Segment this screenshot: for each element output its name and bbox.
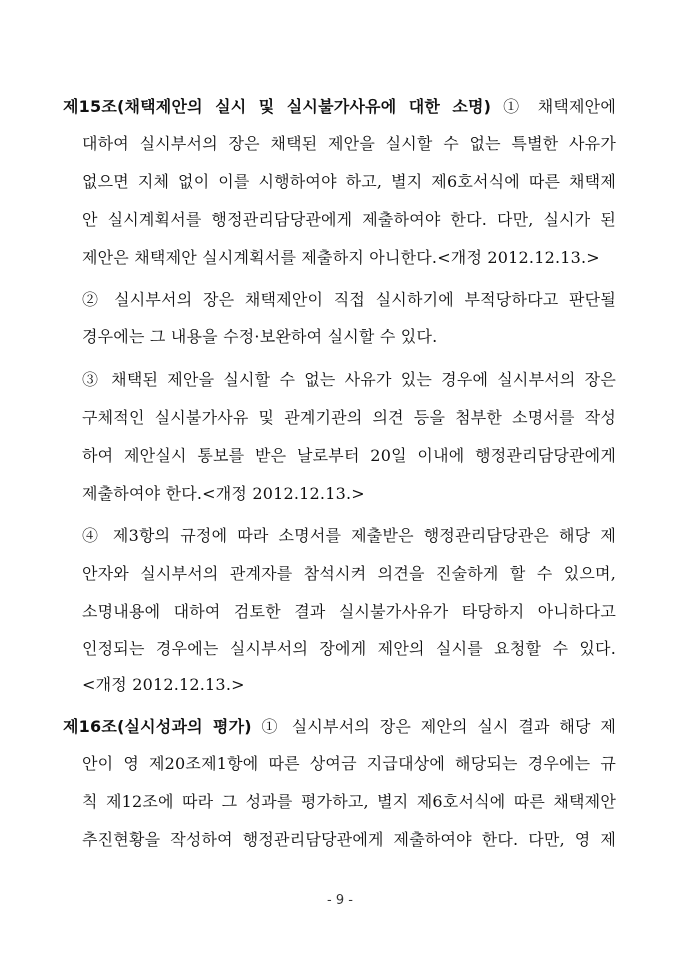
article-16-first-line [63, 717, 616, 737]
article-15-para3-line3: 하여 제안실시 통보를 받은 날로부터 20일 이내에 행정관리담당관에게 [82, 446, 616, 465]
article-15-para4-line3: 소명내용에 대하여 검토한 결과 실시불가사유가 타당하지 아니하다고 [82, 602, 616, 621]
article-15-para3-line2: 구체적인 실시불가사유 및 관계기관의 의견 등을 첨부한 소명서를 작성 [82, 408, 616, 427]
article-15-para1-line4: 안 실시계획서를 행정관리담당관에게 제출하여야 한다. 다만, 실시가 된 [82, 210, 616, 229]
article-15-para3-line1: ③ 채택된 제안을 실시할 수 없는 사유가 있는 경우에 실시부서의 장은 [82, 370, 616, 389]
article-15-para1-line3: 없으면 지체 없이 이를 시행하여야 하고, 별지 제6호서식에 따른 채택제 [82, 172, 616, 191]
article-16-heading: 제16조(실시성과의 평가) [63, 717, 252, 736]
article-15-heading: 제15조(채택제안의 실시 및 실시불가사유에 대한 소명) [63, 97, 492, 116]
article-16-para1-line3: 칙 제12조에 따라 그 성과를 평가하고, 별지 제6호서식에 따른 채택제안 [82, 792, 616, 811]
article-16-para1-start: ① 실시부서의 장은 제안의 실시 결과 해당 제 [261, 717, 616, 736]
article-15-para1-line2: 대하여 실시부서의 장은 채택된 제안을 실시할 수 없는 특별한 사유가 [82, 134, 616, 153]
article-16-para1-line2: 안이 영 제20조제1항에 따른 상여금 지급대상에 해당되는 경우에는 규 [82, 754, 616, 773]
article-15-para4-line4: 인정되는 경우에는 실시부서의 장에게 제안의 실시를 요청할 수 있다. [82, 639, 616, 658]
article-15-para1-line5: 제안은 채택제안 실시계획서를 제출하지 아니한다.<개정 2012.12.13.> [82, 248, 600, 267]
article-15-para2-line2: 경우에는 그 내용을 수정·보완하여 실시할 수 있다. [82, 327, 438, 346]
article-15-para2-line1: ② 실시부서의 장은 채택제안이 직접 실시하기에 부적당하다고 판단될 [82, 290, 616, 309]
article-16-para1-line4: 추진현황을 작성하여 행정관리담당관에게 제출하여야 한다. 다만, 영 제 [82, 830, 616, 849]
article-15-para4-line5: <개정 2012.12.13.> [82, 675, 245, 694]
article-15-para4-line1: ④ 제3항의 규정에 따라 소명서를 제출받은 행정관리담당관은 해당 제 [82, 526, 616, 545]
article-15-para3-line4: 제출하여야 한다.<개정 2012.12.13.> [82, 484, 365, 503]
article-15-para1-start: ① 채택제안에 [503, 97, 616, 116]
article-15-first-line [63, 97, 616, 117]
page-number: - 9 - [327, 893, 353, 908]
article-15-para4-line2: 안자와 실시부서의 관계자를 참석시켜 의견을 진술하게 할 수 있으며, [82, 564, 616, 583]
